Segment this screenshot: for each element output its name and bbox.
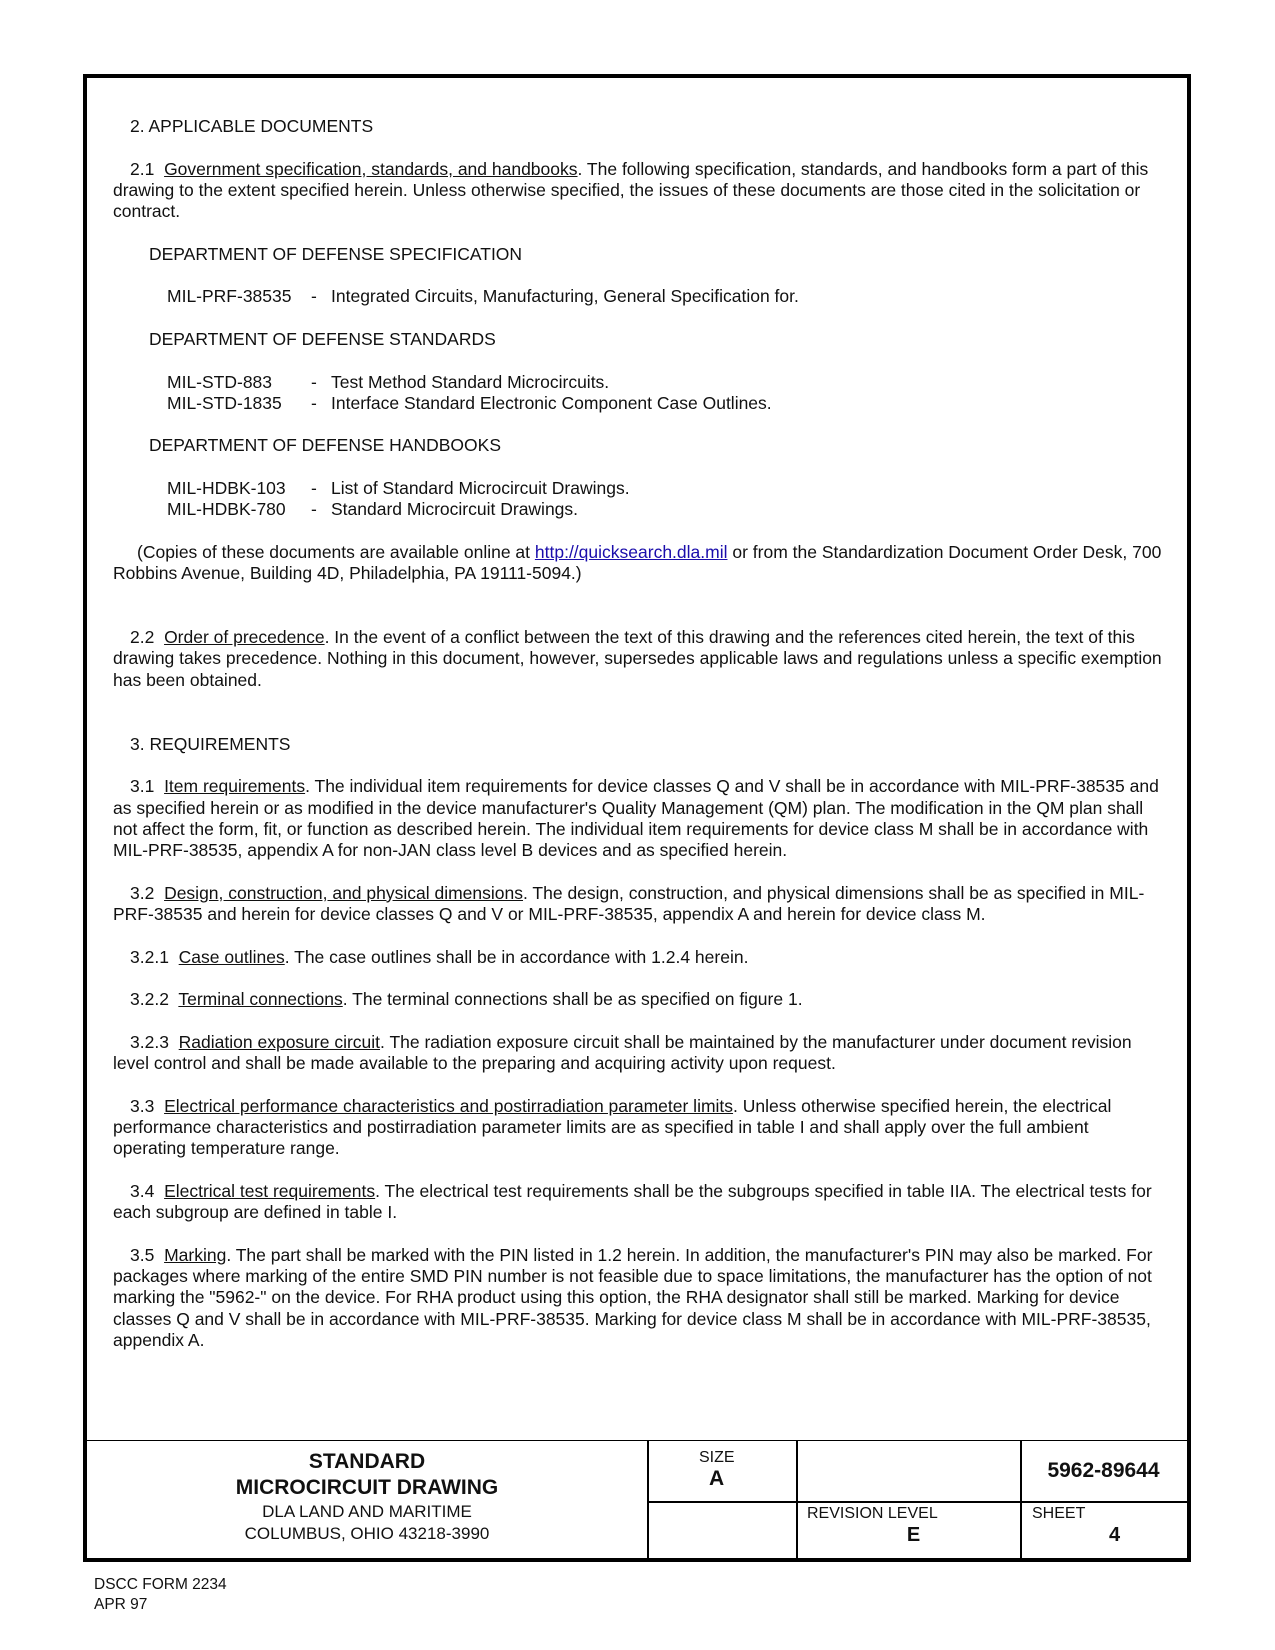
section-3-heading: 3. REQUIREMENTS	[130, 733, 291, 754]
paragraph-title: Electrical performance characteristics and postirradiation parameter limits	[164, 1095, 734, 1116]
document-body	[113, 116, 1163, 1351]
paragraph-title: Item requirements	[164, 776, 306, 797]
std-desc: Interface Standard Electronic Component Case Outlines.	[331, 392, 772, 413]
paragraph-text: . The individual item requirements for device classes Q and V shall be in accordance with MIL-PRF-38535 and as specified herein or as modified in the device manufacturer's Quality Management (QM) plan. The modification in the QM plan shall not affect the form, fit, or function as described herein. The individual item requirements for device class M shall be in accordance with MIL-PRF-38535, appendix A for non-JAN class level B devices and as specified herein.	[113, 776, 1159, 861]
divider	[647, 1501, 1187, 1503]
paragraph-text: . The design, construction, and physical dimensions shall be as specified in MIL-PRF-38535 and herein for device classes Q and V or MIL-PRF-38535, appendix A and herein for device class M.	[113, 882, 1145, 924]
spec-code: MIL-PRF-38535	[167, 286, 292, 307]
section-2-heading: 2. APPLICABLE DOCUMENTS	[130, 116, 374, 136]
paragraph-number: 3.2.1	[130, 946, 169, 967]
drawing-title: MICROCIRCUIT DRAWING	[235, 1476, 499, 1499]
paragraph-number: 2.2	[130, 627, 155, 648]
paragraph-text: . The part shall be marked with the PIN listed in 1.2 herein. In addition, the manufacturer's PIN may also be marked. For packages where marking of the entire SMD PIN number is not feasible due to space limitations, the manufacturer has the option of not marking the "5962-" on the device. For RHA product using this option, the RHA designator shall still be marked. Marking for device classes Q and V shall be in accordance with MIL-PRF-38535. Marking for device class M shall be in accordance with MIL-PRF-38535, appendix A.	[113, 1244, 1153, 1350]
hdbk-item	[113, 478, 1163, 499]
hdbk-code: MIL-HDBK-780	[167, 499, 286, 520]
standard-title: STANDARD	[308, 1450, 426, 1473]
paragraph-2-1	[113, 159, 1163, 223]
std-code: MIL-STD-1835	[167, 392, 282, 413]
std-item	[113, 393, 1163, 414]
std-desc: Test Method Standard Microcircuits.	[331, 371, 610, 392]
copies-text: (Copies of these documents are available online at	[137, 541, 535, 562]
paragraph-title: Design, construction, and physical dimensions	[164, 882, 524, 903]
spec-item	[113, 286, 1163, 307]
paragraph-title: Government specification, standards, and handbooks	[164, 158, 578, 179]
paragraph-title: Radiation exposure circuit	[178, 1031, 381, 1052]
paragraph-3-2	[113, 883, 1163, 926]
paragraph-2-2	[113, 627, 1163, 691]
paragraph-text: . The terminal connections shall be as specified on figure 1.	[342, 989, 803, 1010]
paragraph-number: 2.1	[130, 158, 155, 179]
revision-label: REVISION LEVEL	[807, 1505, 938, 1522]
spec-heading: DEPARTMENT OF DEFENSE SPECIFICATION	[149, 243, 523, 264]
title-block	[87, 1440, 1187, 1559]
hdbk-desc: Standard Microcircuit Drawings.	[331, 499, 579, 520]
form-number: DSCC FORM 2234	[94, 1576, 227, 1593]
form-date: APR 97	[94, 1596, 148, 1613]
copies-paragraph	[113, 542, 1163, 585]
paragraph-text: . The case outlines shall be in accordance with 1.2.4 herein.	[284, 946, 749, 967]
paragraph-text: . Unless otherwise specified herein, the electrical performance characteristics and postirradiation parameter limits are as specified in table I and shall apply over the full ambient operating temperature range.	[113, 1095, 1112, 1159]
paragraph-3-2-3	[113, 1032, 1163, 1075]
std-item	[113, 372, 1163, 393]
size-cell	[647, 1449, 796, 1491]
paragraph-3-3	[113, 1096, 1163, 1160]
std-dash: -	[311, 371, 317, 392]
hdbk-desc: List of Standard Microcircuit Drawings.	[331, 478, 630, 499]
paragraph-number: 3.2.3	[130, 1031, 169, 1052]
hdbk-item	[113, 499, 1163, 520]
quicksearch-link[interactable]: http://quicksearch.dla.mil	[534, 541, 728, 562]
paragraph-3-2-1	[113, 947, 1163, 968]
revision-value: E	[906, 1524, 921, 1546]
revision-cell	[796, 1505, 1020, 1547]
agency-block	[87, 1449, 647, 1545]
paragraph-3-5	[113, 1245, 1163, 1351]
paragraph-title: Marking	[164, 1244, 227, 1265]
paragraph-title: Order of precedence	[164, 627, 325, 648]
paragraph-number: 3.2.2	[130, 989, 169, 1010]
paragraph-title: Electrical test requirements	[164, 1180, 376, 1201]
sheet-value: 4	[1108, 1524, 1121, 1546]
paragraph-number: 3.3	[130, 1095, 155, 1116]
hdbk-heading: DEPARTMENT OF DEFENSE HANDBOOKS	[149, 435, 501, 456]
paragraph-text: . The following specification, standards, and handbooks form a part of this drawing to the extent specified herein. Unless otherwise specified, the issues of these documents are those cited in the solicitation or contract.	[113, 158, 1149, 222]
spec-dash: -	[311, 286, 317, 307]
size-label: SIZE	[699, 1449, 735, 1466]
sheet-cell	[1020, 1505, 1187, 1547]
hdbk-code: MIL-HDBK-103	[167, 478, 286, 499]
std-heading: DEPARTMENT OF DEFENSE STANDARDS	[149, 328, 496, 349]
paragraph-text: . The radiation exposure circuit shall be maintained by the manufacturer under document revision level control and shall be made available to the preparing and acquiring activity upon request.	[113, 1031, 1132, 1074]
paragraph-title: Case outlines	[178, 946, 285, 967]
paragraph-number: 3.2	[130, 882, 155, 903]
page-frame	[83, 74, 1191, 1562]
drawing-number: 5962-89644	[1047, 1459, 1160, 1482]
agency-address: COLUMBUS, OHIO 43218-3990	[244, 1524, 490, 1543]
paragraph-3-4	[113, 1181, 1163, 1224]
paragraph-3-2-2	[113, 989, 1163, 1010]
agency-name: DLA LAND AND MARITIME	[262, 1502, 472, 1521]
spec-desc: Integrated Circuits, Manufacturing, General Specification for.	[331, 286, 799, 307]
hdbk-dash: -	[311, 499, 317, 520]
size-value: A	[709, 1467, 725, 1490]
std-dash: -	[311, 392, 317, 413]
paragraph-title: Terminal connections	[178, 989, 343, 1010]
hdbk-dash: -	[311, 478, 317, 499]
paragraph-text: . The electrical test requirements shall be the subgroups specified in table IIA. The electrical tests for each subgroup are defined in table I.	[113, 1180, 1152, 1223]
paragraph-text: . In the event of a conflict between the text of this drawing and the references cited herein, the text of this drawing takes precedence. Nothing in this document, however, supersedes applicable laws and regulations unless a specific exemption has been obtained.	[113, 627, 1162, 690]
paragraph-3-1	[113, 776, 1163, 861]
paragraph-number: 3.5	[130, 1244, 155, 1265]
form-footer	[94, 1575, 227, 1615]
paragraph-number: 3.1	[130, 776, 155, 797]
std-code: MIL-STD-883	[167, 371, 273, 392]
paragraph-number: 3.4	[130, 1180, 155, 1201]
copies-text-end: or from the Standardization Document Order Desk, 700 Robbins Avenue, Building 4D, Philadelphia, PA 19111-5094.)	[113, 541, 1162, 584]
sheet-label: SHEET	[1032, 1505, 1086, 1522]
